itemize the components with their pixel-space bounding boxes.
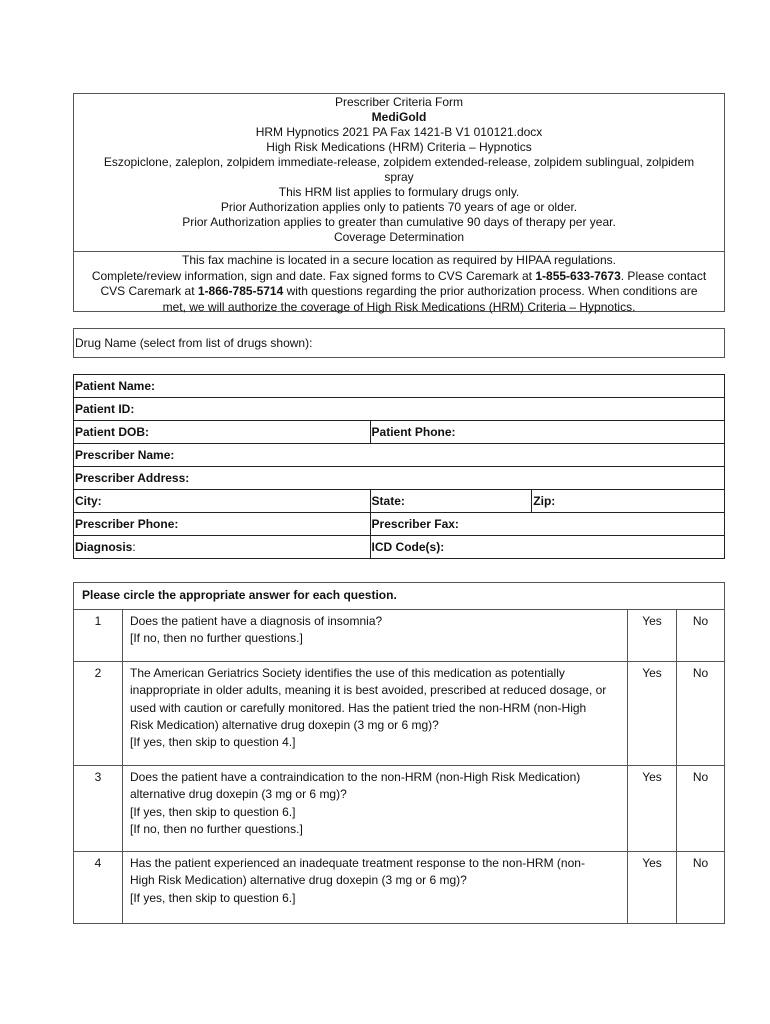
form-header [73,93,725,312]
question-number: 3 [74,766,123,852]
notice-line-3: CVS Caremark at 1-866-785-5714 with questions regarding the prior authorization process. When conditions are [100,284,698,298]
diagnosis-field[interactable]: Diagnosis: [74,536,371,559]
question-row [74,766,725,852]
notice-line-4: met, we will authorize the coverage of High Risk Medications (HRM) Criteria – Hypnotics. [162,299,636,314]
hrm-note: This HRM list applies to formulary drugs only. [278,185,520,199]
answer-yes[interactable]: Yes [628,766,677,852]
drug-list-line-2: spray [384,170,414,184]
city-field[interactable]: City: [74,490,371,513]
state-field[interactable]: State: [370,490,532,513]
prescriber-name-field[interactable]: Prescriber Name: [74,444,725,467]
document-id: HRM Hypnotics 2021 PA Fax 1421-B V1 010121.docx [255,125,543,139]
questions-instruction: Please circle the appropriate answer for each question. [74,583,725,610]
drug-name-label: Drug Name (select from list of drugs shown): [75,336,313,350]
answer-yes[interactable]: Yes [628,662,677,766]
phone-number: 1-866-785-5714 [197,284,284,298]
drug-list-line-1: Eszopiclone, zaleplon, zolpidem immediate-release, zolpidem extended-release, zolpidem sublingual, zolpidem [103,155,695,169]
notice-line-2: Complete/review information, sign and date. Fax signed forms to CVS Caremark at 1-855-633-7673. Please contact [91,268,707,283]
question-number: 1 [74,610,123,662]
drug-name-field[interactable] [73,328,725,358]
prescriber-phone-field[interactable]: Prescriber Phone: [74,513,371,536]
patient-name-field[interactable]: Patient Name: [74,375,725,398]
question-row [74,852,725,924]
pa-days-note: Prior Authorization applies to greater than cumulative 90 days of therapy per year. [182,215,616,229]
question-row [74,662,725,766]
patient-dob-field[interactable]: Patient DOB: [74,421,371,444]
question-number: 2 [74,662,123,766]
question-text: Does the patient have a contraindication to the non-HRM (non-High Risk Medication) alternative drug doxepin (3 mg or 6 mg)? [If yes, then skip to question 6.] [If no, then no further questions.] [123,766,628,852]
questions-table [73,582,725,924]
patient-info-table [73,374,725,559]
pa-age-note: Prior Authorization applies only to patients 70 years of age or older. [220,200,578,214]
icd-codes-field[interactable]: ICD Code(s): [370,536,724,559]
answer-yes[interactable]: Yes [628,610,677,662]
answer-no[interactable]: No [677,852,725,924]
coverage-determination: Coverage Determination [333,230,465,244]
patient-phone-field[interactable]: Patient Phone: [370,421,724,444]
criteria-title: High Risk Medications (HRM) Criteria – Hypnotics [266,140,532,154]
patient-id-field[interactable]: Patient ID: [74,398,725,421]
plan-name: MediGold [371,110,427,124]
answer-no[interactable]: No [677,766,725,852]
form-title: Prescriber Criteria Form [334,95,463,109]
answer-no[interactable]: No [677,610,725,662]
prescriber-fax-field[interactable]: Prescriber Fax: [370,513,724,536]
question-text: The American Geriatrics Society identifies the use of this medication as potentially inappropriate in older adults, meaning it is best avoided, prescribed at reduced dosage, or used with caution or carefully monitored. Has the patient tried the non-HRM (non-High Risk Medication) alternative drug doxepin (3 mg or 6 mg)? [If yes, then skip to question 4.] [123,662,628,766]
fax-number: 1-855-633-7673 [535,268,621,283]
question-text: Has the patient experienced an inadequate treatment response to the non-HRM (non- High Risk Medication) alternative drug doxepin (3 mg or 6 mg)? [If yes, then skip to question 6.] [123,852,628,924]
prescriber-address-field[interactable]: Prescriber Address: [74,467,725,490]
question-number: 4 [74,852,123,924]
answer-no[interactable]: No [677,662,725,766]
question-text: Does the patient have a diagnosis of insomnia? [If no, then no further questions.] [123,610,628,662]
question-row [74,610,725,662]
zip-field[interactable]: Zip: [532,490,725,513]
header-divider [74,251,724,252]
answer-yes[interactable]: Yes [628,852,677,924]
fax-notice [74,253,724,315]
notice-line-1: This fax machine is located in a secure location as required by HIPAA regulations. [181,253,616,267]
